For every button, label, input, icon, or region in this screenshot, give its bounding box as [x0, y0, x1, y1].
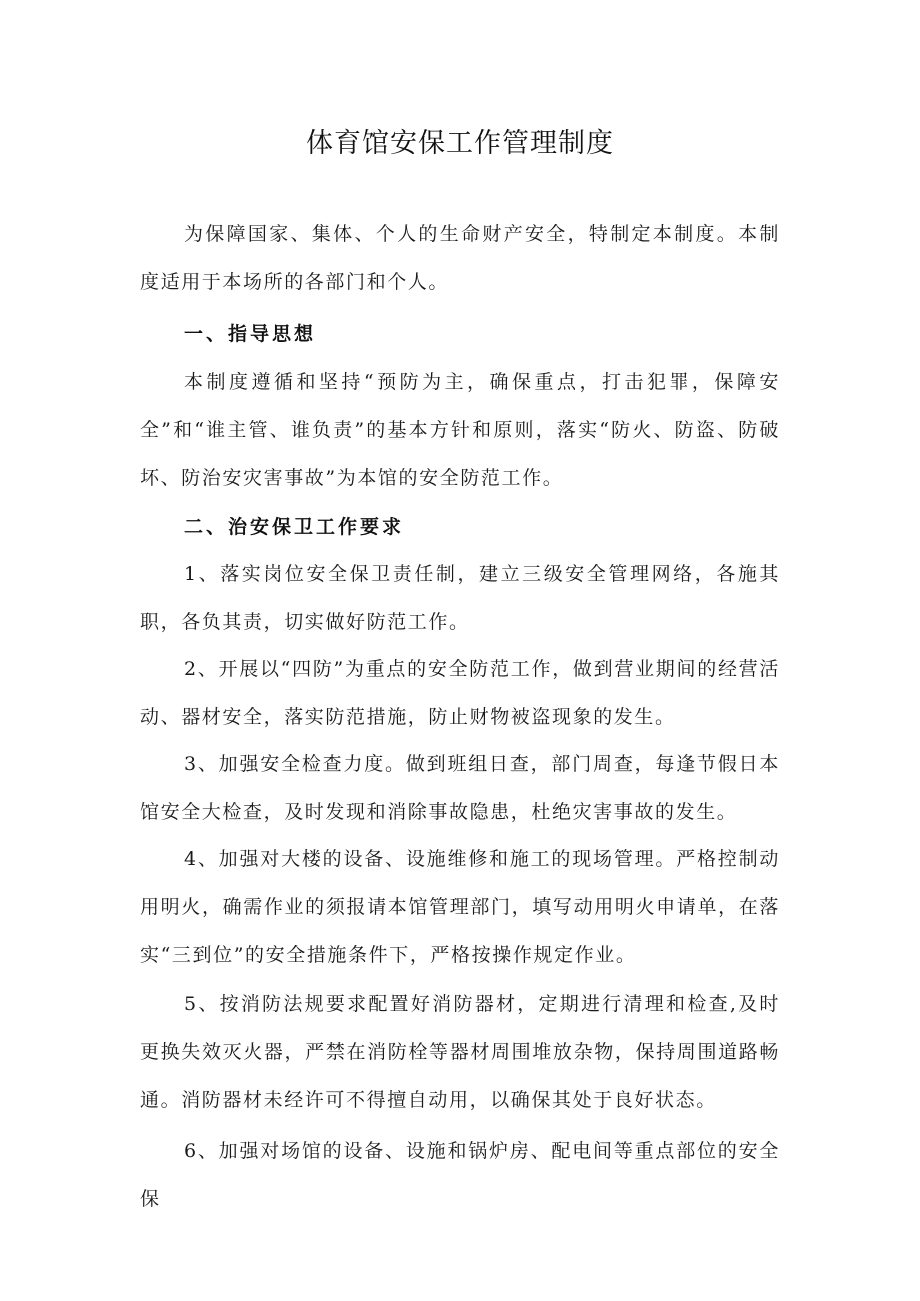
requirement-item-3: 3、加强安全检查力度。做到班组日查，部门周查，每逢节假日本馆安全大检查，及时发现和消除事故隐患，杜绝灾害事故的发生。 — [140, 753, 780, 823]
requirement-item-2: 2、开展以“四防”为重点的安全防范工作，做到营业期间的经营活动、器材安全，落实防范措施，防止财物被盗现象的发生。 — [140, 658, 780, 728]
section-heading-security-requirements: 二、治安保卫工作要求 — [184, 516, 405, 538]
intro-paragraph: 为保障国家、集体、个人的生命财产安全，特制定本制度。本制度适用于本场所的各部门和个人。 — [140, 223, 780, 293]
requirement-item-1: 1、落实岗位安全保卫责任制，建立三级安全管理网络，各施其职，各负其责，切实做好防范工作。 — [140, 563, 780, 633]
section-heading-guiding-ideology: 一、指导思想 — [184, 323, 317, 345]
requirement-item-6: 6、加强对场馆的设备、设施和锅炉房、配电间等重点部位的安全保 — [140, 1140, 780, 1210]
guiding-ideology-paragraph: 本制度遵循和坚持“预防为主，确保重点，打击犯罪，保障安全”和“谁主管、谁负责”的基本方针和原则，落实“防火、防盗、防破坏、防治安灾害事故”为本馆的安全防范工作。 — [140, 371, 780, 489]
document-title: 体育馆安保工作管理制度 — [306, 128, 614, 159]
requirement-item-4: 4、加强对大楼的设备、设施维修和施工的现场管理。严格控制动用明火，确需作业的须报请本馆管理部门，填写动用明火申请单，在落实“三到位”的安全措施条件下，严格按操作规定作业。 — [140, 848, 780, 966]
requirement-item-5: 5、按消防法规要求配置好消防器材，定期进行清理和检查,及时更换失效灭火器，严禁在消防栓等器材周围堆放杂物，保持周围道路畅通。消防器材未经许可不得擅自动用，以确保其处于良好状态。 — [140, 993, 780, 1111]
